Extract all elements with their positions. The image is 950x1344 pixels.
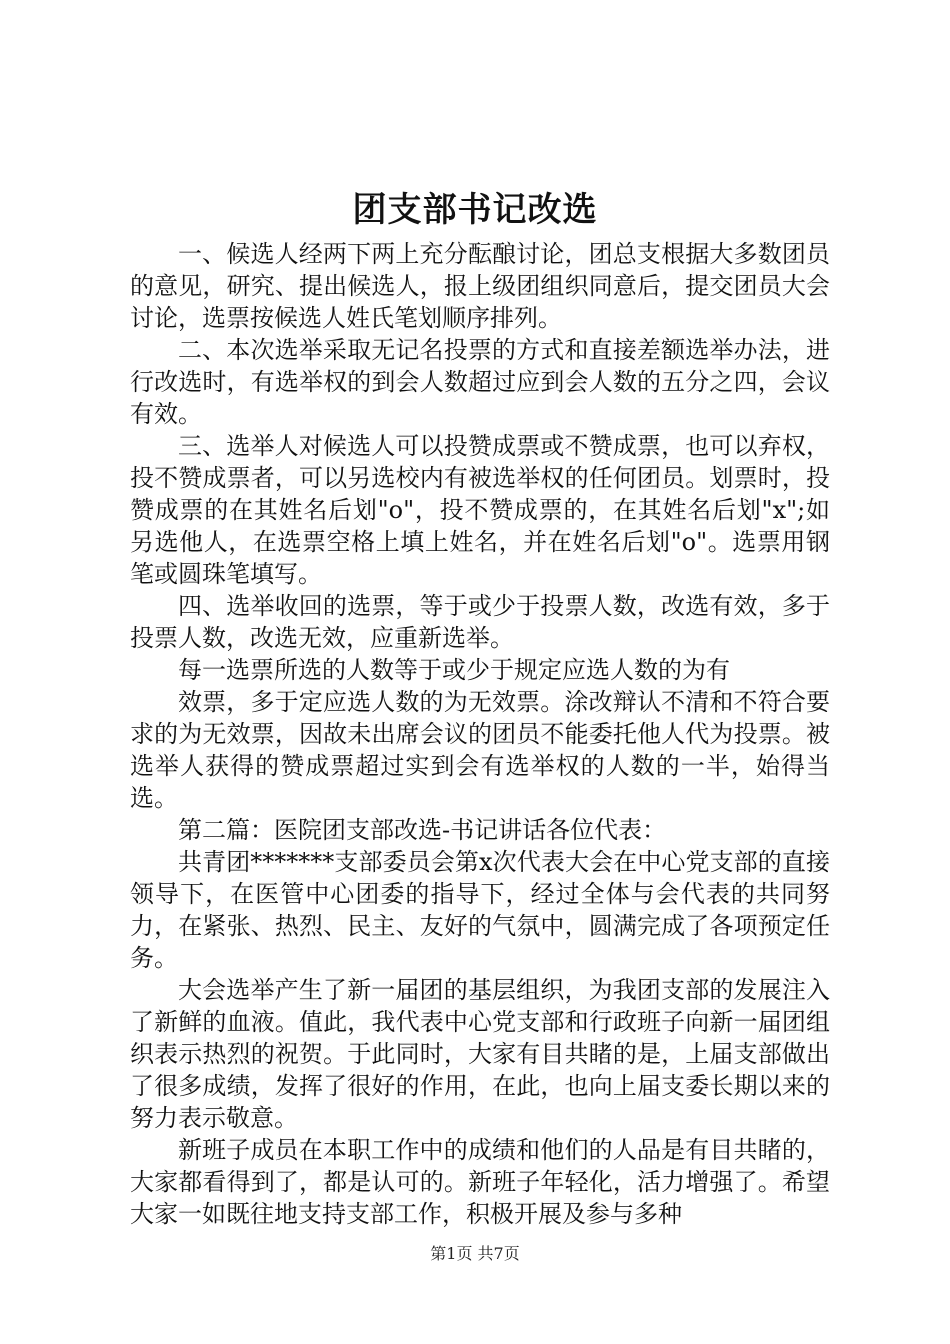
paragraph-6: 效票，多于定应选人数的为无效票。涂改辩认不清和不符合要求的为无效票，因故未出席会议的团员不能委托他人代为投票。被选举人获得的赞成票超过实到会有选举权的人数的一半，始得当选。 [130,688,830,812]
document-title: 团支部书记改选 [352,190,598,230]
paragraph-4: 四、选举收回的选票，等于或少于投票人数，改选有效，多于投票人数，改选无效，应重新选举。 [130,592,830,652]
section-heading: 第二篇：医院团支部改选-书记讲话各位代表： [178,816,667,844]
paragraph-9: 大会选举产生了新一届团的基层组织，为我团支部的发展注入了新鲜的血液。值此，我代表中心党支部和行政班子向新一届团组织表示热烈的祝贺。于此同时，大家有目共睹的是，上届支部做出了很多成绩，发挥了很好的作用，在此，也向上届支委长期以来的努力表示敬意。 [130,976,830,1132]
paragraph-10: 新班子成员在本职工作中的成绩和他们的人品是有目共睹的，大家都看得到了，都是认可的。新班子年轻化，活力增强了。希望大家一如既往地支持支部工作，积极开展及参与多种 [130,1136,830,1228]
paragraph-8: 共青团*******支部委员会第x次代表大会在中心党支部的直接领导下，在医管中心团委的指导下，经过全体与会代表的共同努力，在紧张、热烈、民主、友好的气氛中，圆满完成了各项预定任务。 [130,848,830,972]
paragraph-3: 三、选举人对候选人可以投赞成票或不赞成票，也可以弃权，投不赞成票者，可以另选校内有被选举权的任何团员。划票时，投赞成票的在其姓名后划"o"，投不赞成票的，在其姓名后划"x";如另选他人，在选票空格上填上姓名，并在姓名后划"o"。选票用钢笔或圆珠笔填写。 [130,432,830,588]
paragraph-2: 二、本次选举采取无记名投票的方式和直接差额选举办法，进行改选时，有选举权的到会人数超过应到会人数的五分之四，会议有效。 [130,336,830,428]
paragraph-5: 每一选票所选的人数等于或少于规定应选人数的为有 [178,656,730,684]
paragraph-1: 一、候选人经两下两上充分酝酿讨论，团总支根据大多数团员的意见，研究、提出候选人，报上级团组织同意后，提交团员大会讨论，选票按候选人姓氏笔划顺序排列。 [130,240,830,332]
document-body [130,238,830,1230]
page-footer: 第1页 共7页 [430,1244,520,1263]
